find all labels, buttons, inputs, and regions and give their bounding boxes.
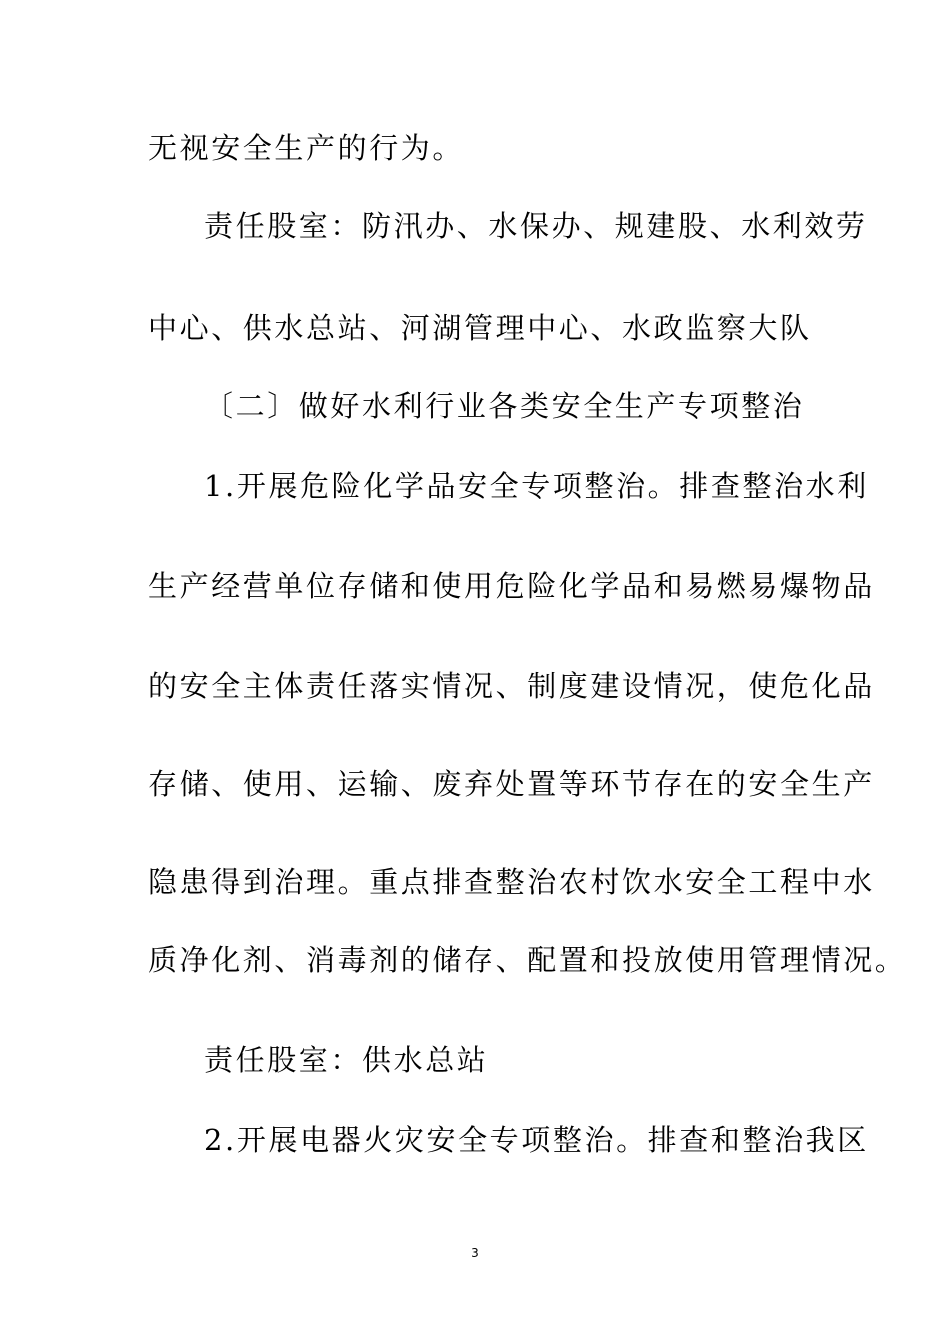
text-line-5: 1.开展危险化学品安全专项整治。排查整治水利 [204,469,869,503]
text-line-11: 责任股室：供水总站 [204,1043,489,1077]
text-line-12: 2.开展电器火灾安全专项整治。排查和整治我区 [204,1123,869,1157]
text-line-10: 质净化剂、消毒剂的储存、配置和投放使用管理情况。 [148,943,907,977]
text-line-8: 存储、使用、运输、废弃处置等环节存在的安全生产 [148,767,875,801]
text-line-6: 生产经营单位存储和使用危险化学品和易燃易爆物品 [148,569,875,603]
section-heading: 〔二〕做好水利行业各类安全生产专项整治 [204,389,805,423]
text-line-9: 隐患得到治理。重点排查整治农村饮水安全工程中水 [148,865,875,899]
text-line-2: 责任股室：防汛办、水保办、规建股、水利效劳 [204,209,868,243]
text-line-7: 的安全主体责任落实情况、制度建设情况，使危化品 [148,669,875,703]
page-number: 3 [471,1246,479,1260]
text-line-1: 无视安全生产的行为。 [148,131,465,165]
text-line-3: 中心、供水总站、河湖管理中心、水政监察大队 [148,311,812,345]
